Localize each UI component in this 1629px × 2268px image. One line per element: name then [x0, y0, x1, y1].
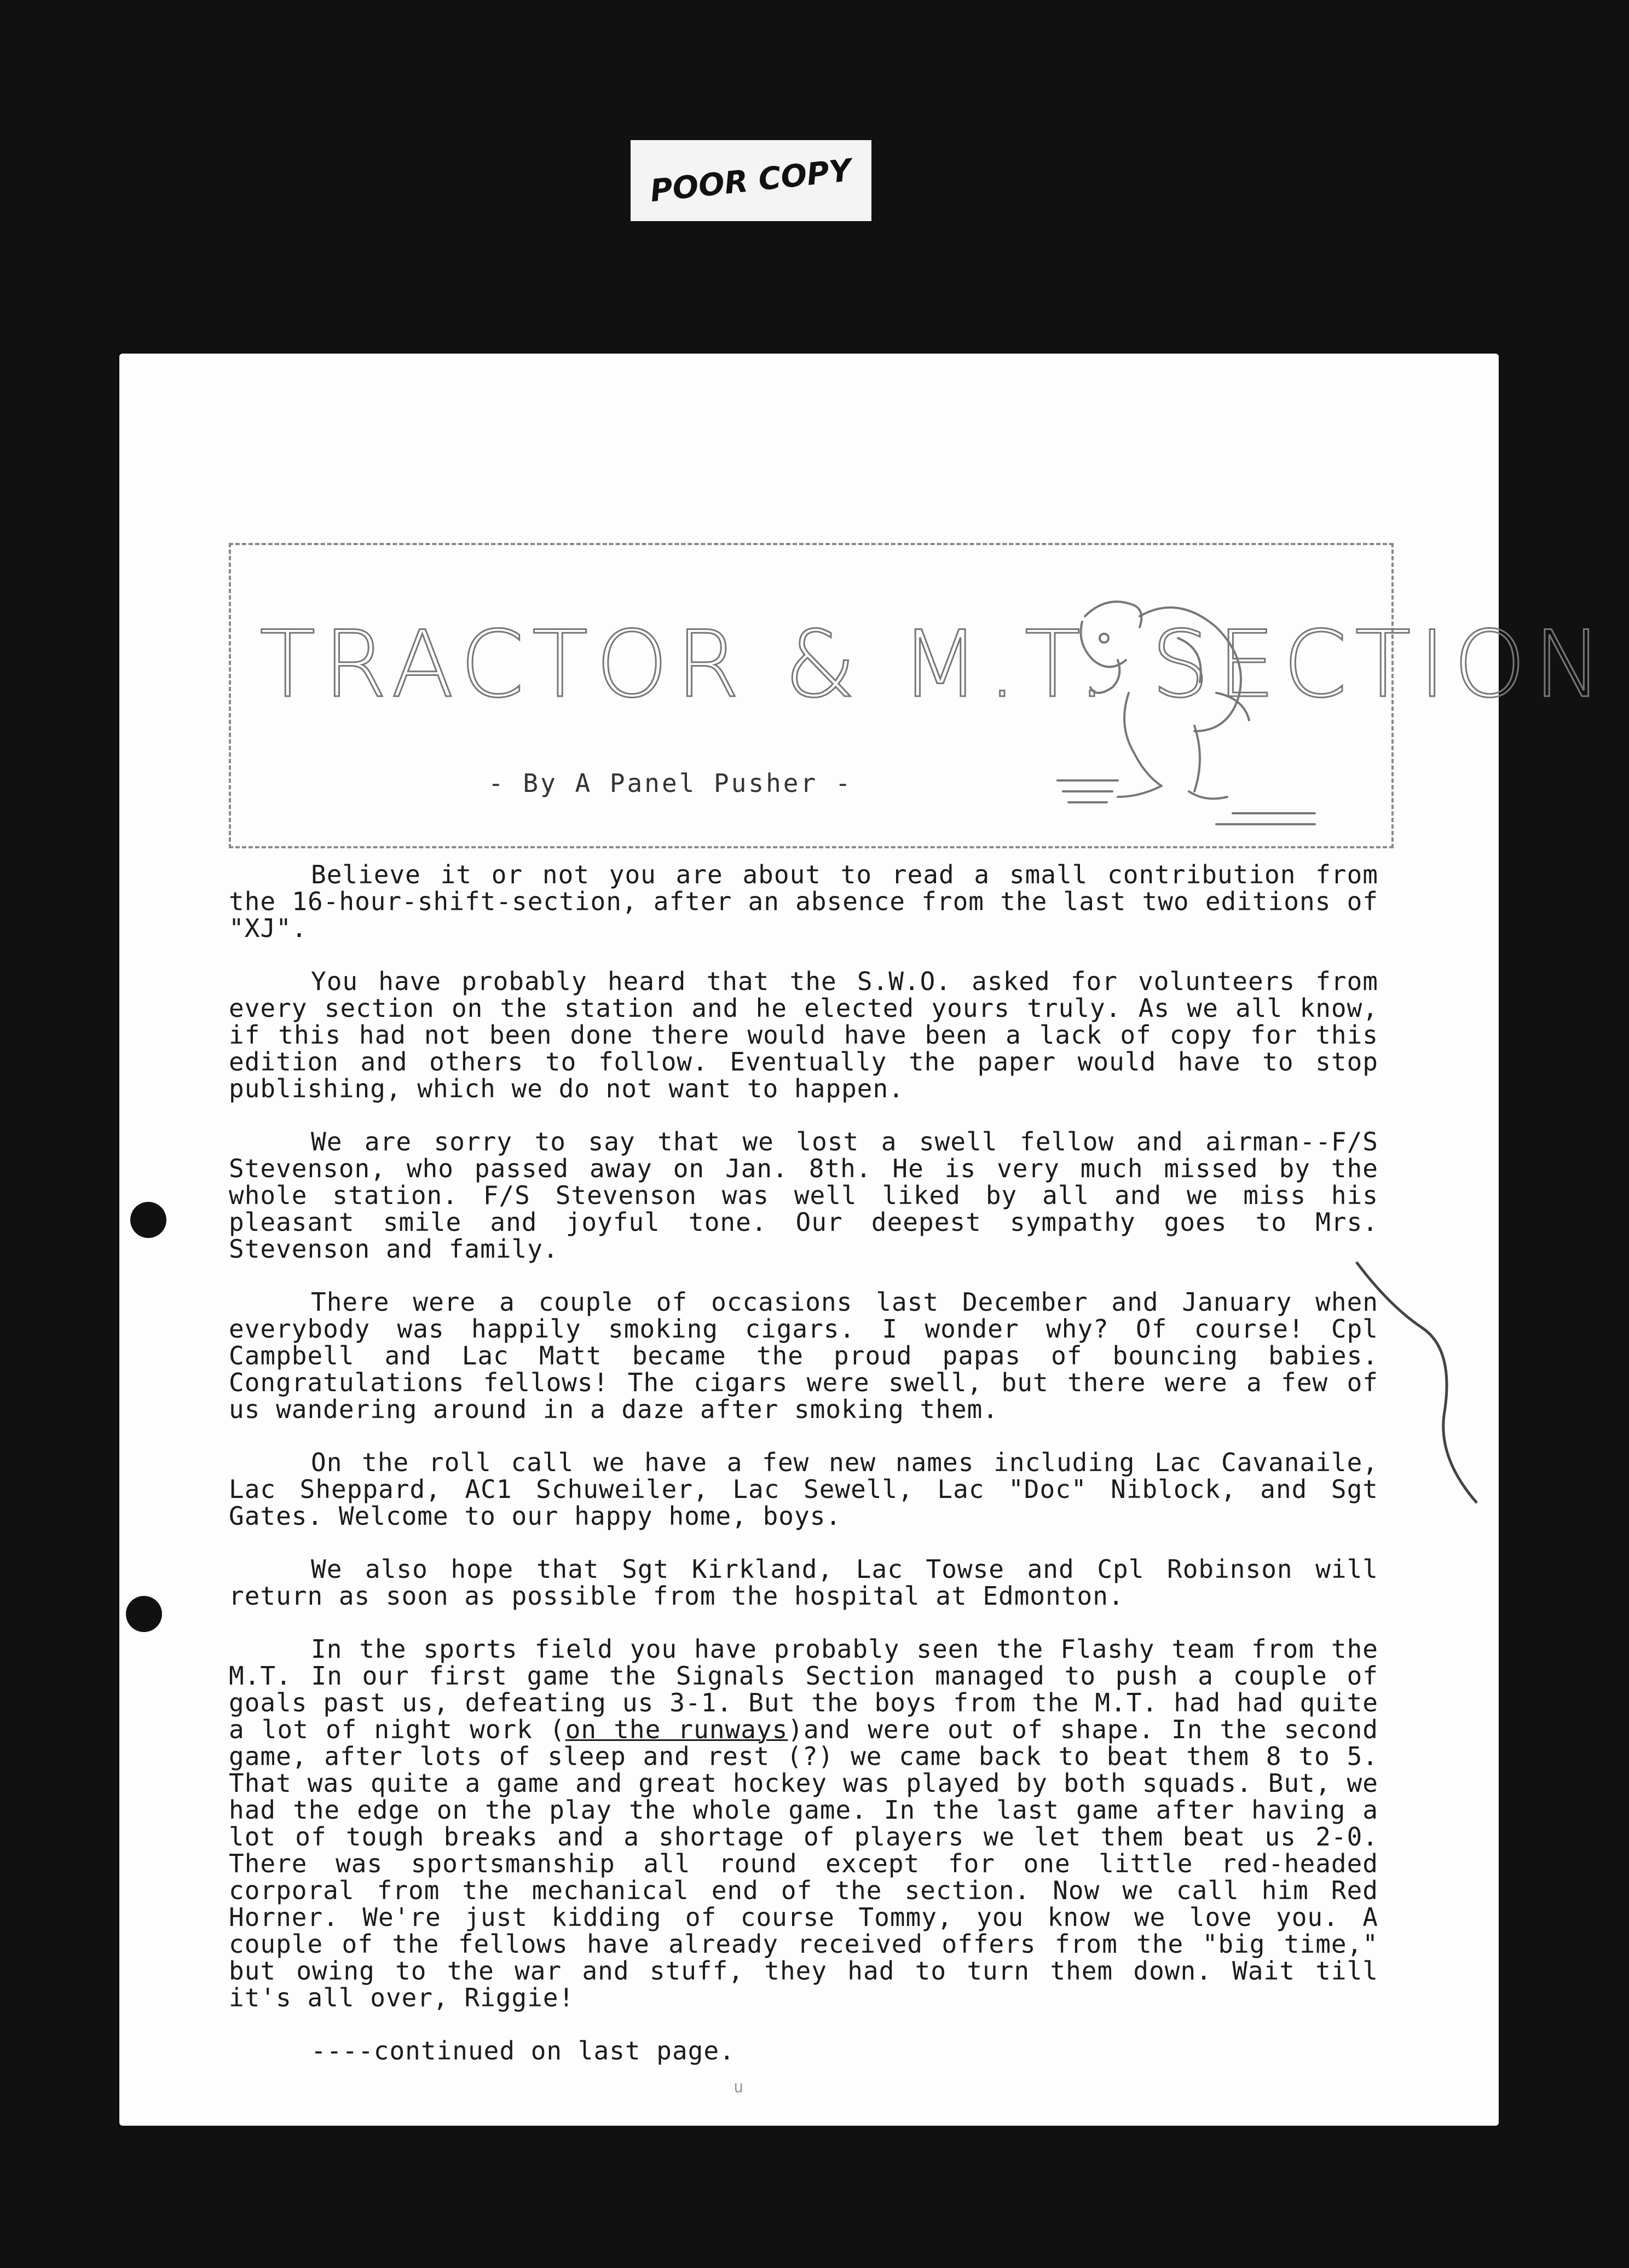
- mechanic-cartoon-illustration: [1052, 583, 1337, 841]
- sports-text-end: )and were out of shape. In the second game, after lots of sleep and rest (?) we came back to beat them 8 to 5. That was quite a game and great hockey was played by both squads. But, we had the edge on the play the whole game. In the last game after having a lot of tough breaks and a shortage of players we let them beat us 2-0. There was sportsmanship all round except for one little red-headed corporal from the mechanical end of the section. Now we call him Red Horner. We're just kidding of course Tommy, you know we love you. A couple of the fellows have already received offers from the "big time," but owing to the war and stuff, they had to turn them down. Wait till it's all over, Riggie!: [229, 1715, 1378, 2012]
- paragraph-intro: Believe it or not you are about to read a small contribution from the 16-hour-shift-section, after an absence from the last two editions of "XJ".: [229, 860, 1378, 943]
- byline: - By A Panel Pusher -: [488, 768, 853, 798]
- punch-hole-top: [130, 1202, 166, 1238]
- paragraph-volunteers: You have probably heard that the S.W.O. asked for volunteers from every section on the station and he elected yours truly. As we all know, if this had not been done there would have been a lack of copy for this edition and others to follow. Eventually the paper would have to stop publishing, which we do not want to happen.: [229, 967, 1378, 1103]
- punch-hole-bottom: [126, 1596, 162, 1632]
- paragraph-cigars: There were a couple of occasions last December and January when everybody was happily smoking cigars. I wonder why? Of course! Cpl Campbell and Lac Matt became the proud papas of bouncing babies. Congratulations fellows! The cigars were swell, but there were a few of us wandering around in a daze after smoking them.: [229, 1287, 1378, 1424]
- section-title: TRACTOR & M.T. SECTION: [259, 611, 1610, 718]
- paper-tear-mark: [1351, 1257, 1515, 1530]
- paragraph-hospital: We also hope that Sgt Kirkland, Lac Towse and Cpl Robinson will return as soon as possible from the hospital at Edmonton.: [229, 1554, 1378, 1611]
- page-mark: u: [733, 2078, 744, 2097]
- paragraph-obituary: We are sorry to say that we lost a swell fellow and airman--F/S Stevenson, who passed away on Jan. 8th. He is very much missed by the whole station. F/S Stevenson was well liked by all and we miss his pleasant smile and joyful tone. Our deepest sympathy goes to Mrs. Stevenson and family.: [229, 1127, 1378, 1264]
- section-header: [229, 543, 1610, 848]
- typed-page: [119, 354, 1610, 2126]
- paragraph-roll-call: On the roll call we have a few new names including Lac Cavanaile, Lac Sheppard, AC1 Schuweiler, Lac Sewell, Lac "Doc" Niblock, and Sgt Gates. Welcome to our happy home, boys.: [229, 1448, 1378, 1531]
- continued-note: ----continued on last page.: [311, 2036, 735, 2066]
- poor-copy-text: POOR COPY: [649, 152, 853, 209]
- poor-copy-label: [631, 140, 871, 221]
- article-body: [229, 861, 1378, 2091]
- paragraph-sports: [229, 1636, 1378, 2011]
- sports-underlined-text: on the runways: [565, 1715, 788, 1744]
- sports-text-start: In the sports field you have probably seen the Flashy team from the M.T. In our first game the Signals Section managed to push a couple of goals past us, defeating us 3-1. But the boys from the M.T. had had quite a lot of night work (: [229, 1634, 1378, 1744]
